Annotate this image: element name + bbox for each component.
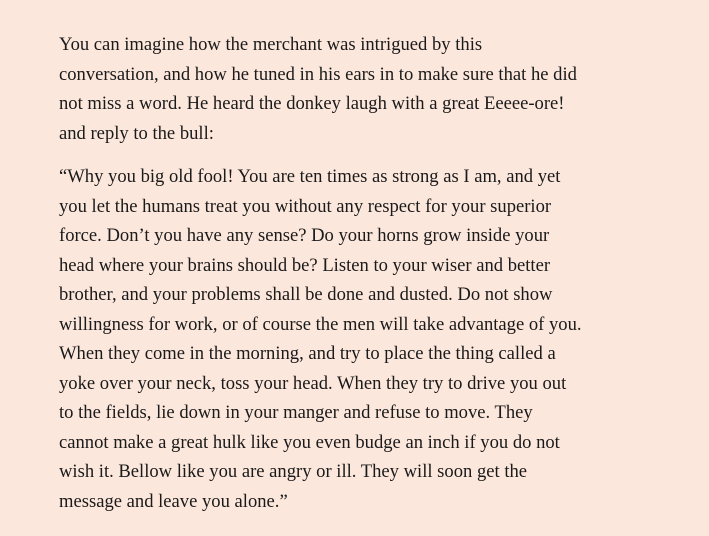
paragraph-donkey-reply: “Why you big old fool! You are ten times as strong as I am, and yet you let the humans treat you without any respect for your superior force. Don’t you have any sense? Do your horns grow inside your head where your brains should be? Listen to your wiser and better brother, and your problems shall be done and dusted. Do not show willingness for work, or of course the men will take advantage of you. When they come in the morning, and try to place the thing called a yoke over your neck, toss your head. When they try to drive you out to the fields, lie down in your manger and refuse to move. They cannot make a great hulk like you even budge an inch if you do not wish it. Bellow like you are angry or ill. They will soon get the message and leave you alone.” bbox=[59, 166, 582, 512]
paragraph-merchant-intrigued: You can imagine how the merchant was intrigued by this conversation, and how he tuned in his ears in to make sure that he did not miss a word. He heard the donkey laugh with a great Eeeee-ore! and reply to the bull: bbox=[59, 34, 577, 144]
story-text bbox=[59, 30, 699, 516]
